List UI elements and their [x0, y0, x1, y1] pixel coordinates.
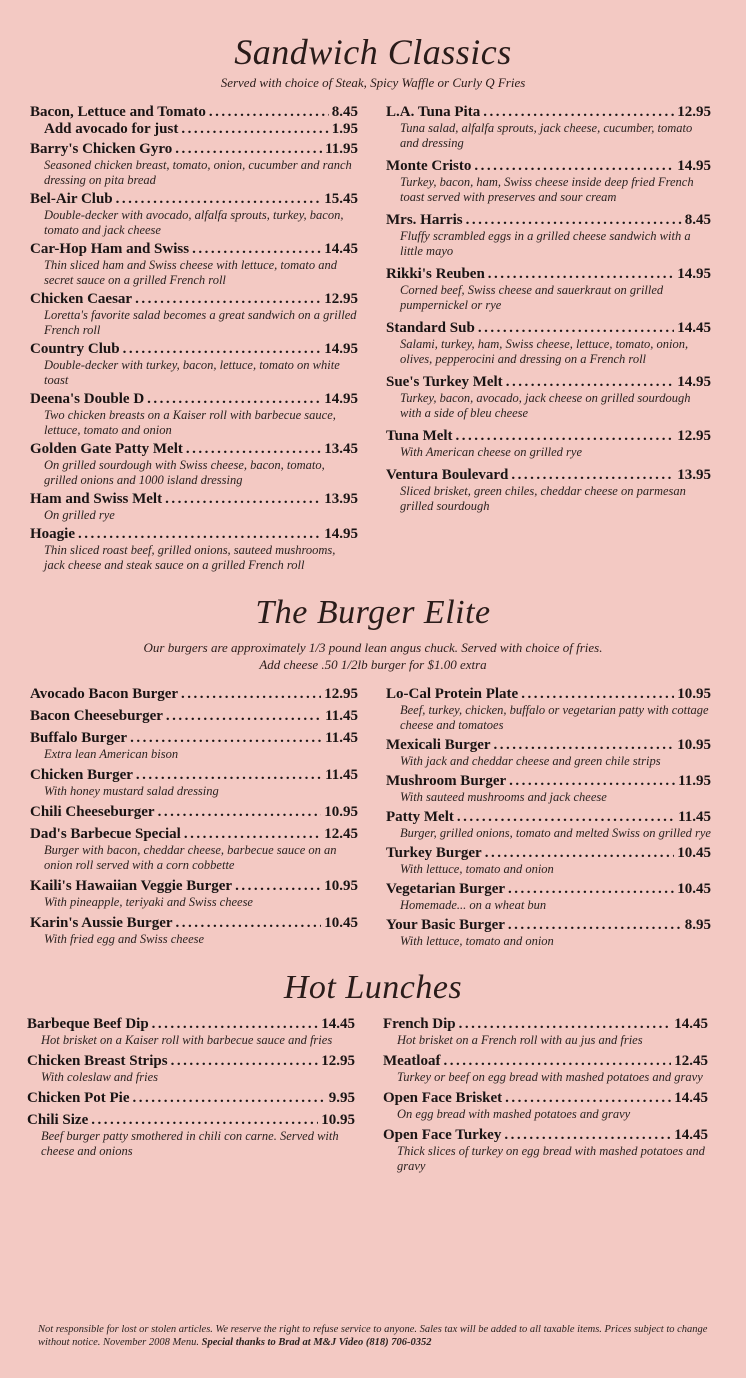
menu-item-row — [386, 686, 711, 703]
dot-leader — [511, 467, 674, 484]
dot-leader — [165, 491, 321, 508]
menu-item-row — [30, 291, 358, 308]
menu-item — [30, 767, 358, 799]
menu-item-description: Turkey or beef on egg bread with mashed potatoes and gravy — [397, 1070, 703, 1084]
menu-item-name: Bacon Cheeseburger — [30, 708, 163, 724]
menu-item-name: Buffalo Burger — [30, 730, 128, 746]
dot-leader — [181, 121, 328, 138]
dot-leader — [506, 374, 675, 391]
menu-item — [386, 773, 711, 805]
menu-item-price: 10.45 — [324, 915, 358, 931]
dot-leader — [488, 266, 674, 283]
menu-item-name: Deena's Double D — [30, 391, 145, 407]
menu-item-price: 11.95 — [325, 141, 358, 157]
dot-leader — [123, 341, 322, 358]
menu-item-price: 10.95 — [324, 804, 358, 820]
menu-item-price: 14.95 — [324, 526, 358, 542]
menu-item-price: 12.95 — [321, 1053, 355, 1069]
dot-leader — [235, 878, 321, 895]
menu-item-row — [30, 686, 358, 703]
menu-item-description: Turkey, bacon, avocado, jack cheese on grilled sourdough with a side of bleu cheese — [400, 391, 691, 420]
menu-item-price: 14.45 — [674, 1016, 708, 1032]
menu-item-row — [30, 767, 358, 784]
sandwich-section-title: Sandwich Classics — [234, 32, 512, 72]
menu-item-name: Chicken Burger — [30, 767, 133, 783]
menu-item — [386, 266, 711, 313]
menu-item-price: 11.45 — [325, 708, 358, 724]
menu-item — [27, 1112, 355, 1159]
menu-item — [386, 158, 711, 205]
menu-item-price: 9.95 — [328, 1090, 355, 1106]
dot-leader — [494, 737, 675, 754]
menu-item-price: 8.95 — [684, 917, 711, 933]
menu-item-description: With fried egg and Swiss cheese — [44, 932, 205, 946]
menu-item-row — [30, 878, 358, 895]
menu-item — [386, 917, 711, 949]
menu-item-price: 10.45 — [677, 881, 711, 897]
menu-item-row — [30, 241, 358, 258]
menu-item-row — [386, 737, 711, 754]
menu-item-price: 11.45 — [678, 809, 711, 825]
menu-item — [27, 1016, 355, 1048]
menu-item — [386, 809, 711, 841]
menu-item-description: Thick slices of turkey on egg bread with mashed potatoes and gravy — [397, 1144, 705, 1173]
menu-item-price: 10.95 — [677, 737, 711, 753]
burger-section-subtitle-line2: Add cheese .50 1/2lb burger for $1.00 extra — [259, 657, 487, 672]
menu-item-description: On grilled sourdough with Swiss cheese, bacon, tomato, grilled onions and 1000 island dressing — [44, 458, 325, 487]
menu-item-name: Rikki's Reuben — [386, 266, 485, 282]
menu-item — [30, 121, 358, 138]
dot-leader — [209, 104, 329, 121]
menu-item-name: Lo-Cal Protein Plate — [386, 686, 519, 702]
dot-leader — [456, 428, 675, 445]
menu-item-price: 8.45 — [331, 104, 358, 120]
dot-leader — [181, 686, 321, 703]
menu-item-row — [386, 809, 711, 826]
menu-item-name: Ham and Swiss Melt — [30, 491, 163, 507]
menu-item-price: 14.95 — [677, 266, 711, 282]
menu-item-description: Homemade... on a wheat bun — [400, 898, 547, 912]
menu-item-name: L.A. Tuna Pita — [386, 104, 481, 120]
menu-item-name: Mexicali Burger — [386, 737, 491, 753]
menu-item-row — [30, 730, 358, 747]
footer-notice — [38, 1323, 708, 1349]
menu-item-description: Loretta's favorite salad becomes a great sandwich on a grilled French roll — [44, 308, 357, 337]
menu-item-row — [30, 491, 358, 508]
menu-item — [30, 915, 358, 947]
menu-item-name: Chicken Breast Strips — [27, 1053, 168, 1069]
dot-leader — [485, 845, 675, 862]
menu-item-price: 11.45 — [325, 730, 358, 746]
dot-leader — [133, 1090, 326, 1107]
menu-item-row — [30, 804, 358, 821]
menu-item-description: Hot brisket on a Kaiser roll with barbecue sauce and fries — [41, 1033, 333, 1047]
dot-leader — [186, 441, 321, 458]
menu-item-name: Car-Hop Ham and Swiss — [30, 241, 190, 257]
menu-item — [386, 845, 711, 877]
menu-item — [30, 191, 358, 238]
menu-item-row — [386, 428, 711, 445]
menu-item-description: Salami, turkey, ham, Swiss cheese, lettuce, tomato, onion, olives, pepperocini and dressing on a French roll — [400, 337, 689, 366]
menu-item-name: Country Club — [30, 341, 120, 357]
menu-item-row — [30, 104, 358, 121]
menu-item-row — [27, 1016, 355, 1033]
dot-leader — [116, 191, 322, 208]
dot-leader — [135, 291, 321, 308]
menu-item-name: Barbeque Beef Dip — [27, 1016, 149, 1032]
sandwich-left-column — [30, 104, 358, 576]
menu-item-row — [30, 441, 358, 458]
dot-leader — [78, 526, 321, 543]
menu-item-description: With coleslaw and fries — [41, 1070, 159, 1084]
menu-item-name: Dad's Barbecue Special — [30, 826, 181, 842]
menu-item — [30, 441, 358, 488]
dot-leader — [152, 1016, 319, 1033]
menu-item-row — [386, 881, 711, 898]
menu-item-row — [383, 1090, 708, 1107]
menu-item — [383, 1127, 708, 1174]
dot-leader — [175, 141, 322, 158]
menu-item-row — [383, 1127, 708, 1144]
menu-item-description: With lettuce, tomato and onion — [400, 934, 554, 948]
menu-item-name: Golden Gate Patty Melt — [30, 441, 183, 457]
burger-section-title: The Burger Elite — [255, 594, 491, 631]
lunch-section-title: Hot Lunches — [283, 969, 463, 1006]
menu-item-name: Chicken Caesar — [30, 291, 133, 307]
menu-item — [27, 1090, 355, 1107]
menu-item — [30, 708, 358, 725]
menu-item-row — [30, 708, 358, 725]
menu-item-name: French Dip — [383, 1016, 456, 1032]
burger-left-column — [30, 686, 358, 952]
menu-item-price: 14.45 — [677, 320, 711, 336]
menu-item-price: 14.45 — [674, 1090, 708, 1106]
menu-item-row — [383, 1016, 708, 1033]
menu-item — [383, 1016, 708, 1048]
menu-item-name: Hoagie — [30, 526, 75, 542]
menu-item-row — [383, 1053, 708, 1070]
menu-item-row — [30, 526, 358, 543]
menu-item-description: Turkey, bacon, ham, Swiss cheese inside deep fried French toast served with preserves and sour cream — [400, 175, 694, 204]
menu-item — [386, 467, 711, 514]
menu-item — [386, 320, 711, 367]
dot-leader — [130, 730, 322, 747]
dot-leader — [504, 1127, 671, 1144]
menu-item — [383, 1053, 708, 1085]
dot-leader — [478, 320, 674, 337]
menu-item-row — [30, 191, 358, 208]
menu-item — [30, 826, 358, 873]
menu-item-row — [386, 467, 711, 484]
menu-item-price: 14.45 — [321, 1016, 355, 1032]
menu-item-price: 12.95 — [324, 686, 358, 702]
menu-item-name: Open Face Brisket — [383, 1090, 503, 1106]
dot-leader — [508, 917, 682, 934]
sandwich-section-subtitle: Served with choice of Steak, Spicy Waffle or Curly Q Fries — [220, 75, 526, 90]
menu-item-price: 1.95 — [331, 121, 358, 137]
menu-item-price: 14.95 — [677, 158, 711, 174]
menu-item-row — [30, 141, 358, 158]
menu-item-description: Burger, grilled onions, tomato and melted Swiss on grilled rye — [400, 826, 711, 840]
menu-item — [30, 291, 358, 338]
menu-item-description: Beef, turkey, chicken, buffalo or vegetarian patty with cottage cheese and tomatoes — [400, 703, 709, 732]
menu-item-name: Kaili's Hawaiian Veggie Burger — [30, 878, 233, 894]
menu-item — [383, 1090, 708, 1122]
menu-item-description: Thin sliced roast beef, grilled onions, sauteed mushrooms, jack cheese and steak sauce on a grilled French roll — [44, 543, 336, 572]
menu-item-description: With American cheese on grilled rye — [400, 445, 583, 459]
menu-item-row — [386, 845, 711, 862]
menu-item-price: 14.45 — [674, 1127, 708, 1143]
menu-item-row — [30, 915, 358, 932]
menu-item-description: With jack and cheddar cheese and green chile strips — [400, 754, 661, 768]
menu-item-description: Two chicken breasts on a Kaiser roll with barbecue sauce, lettuce, tomato and onion — [44, 408, 336, 437]
menu-item-description: Seasoned chicken breast, tomato, onion, cucumber and ranch dressing on pita bread — [44, 158, 352, 187]
menu-item-price: 8.45 — [684, 212, 711, 228]
menu-item-price: 12.45 — [324, 826, 358, 842]
menu-item — [386, 737, 711, 769]
menu-item-description: On egg bread with mashed potatoes and gravy — [397, 1107, 631, 1121]
menu-item-description: Sliced brisket, green chiles, cheddar cheese on parmesan grilled sourdough — [400, 484, 686, 513]
menu-item-row — [386, 917, 711, 934]
menu-item-row — [386, 266, 711, 283]
menu-item-row — [386, 104, 711, 121]
dot-leader — [483, 104, 674, 121]
menu-item-name: Sue's Turkey Melt — [386, 374, 503, 390]
menu-item-price: 15.45 — [324, 191, 358, 207]
menu-item — [30, 391, 358, 438]
footer-text: Not responsible for lost or stolen articles. We reserve the right to refuse service to anyone. Sales tax will be added to all taxable items. Prices subject to change without notice. November 2008 Menu. — [38, 1324, 708, 1348]
menu-item-description: Burger with bacon, cheddar cheese, barbecue sauce on an onion roll served with a corn cobbette — [44, 843, 337, 872]
menu-item — [30, 491, 358, 523]
menu-item — [30, 730, 358, 762]
menu-item-price: 12.45 — [674, 1053, 708, 1069]
menu-item-description: Fluffy scrambled eggs in a grilled cheese sandwich with a little mayo — [400, 229, 691, 258]
menu-item-price: 13.95 — [324, 491, 358, 507]
menu-item-name: Karin's Aussie Burger — [30, 915, 173, 931]
dot-leader — [184, 826, 321, 843]
menu-item-price: 11.95 — [678, 773, 711, 789]
menu-item-price: 12.95 — [324, 291, 358, 307]
menu-item — [30, 141, 358, 188]
menu-item-row — [30, 341, 358, 358]
menu-item-price: 14.95 — [677, 374, 711, 390]
menu-item — [386, 881, 711, 913]
menu-item-description: With sauteed mushrooms and jack cheese — [400, 790, 607, 804]
menu-item — [30, 526, 358, 573]
menu-item-name: Meatloaf — [383, 1053, 441, 1069]
menu-item-row — [27, 1053, 355, 1070]
menu-item-row — [386, 212, 711, 229]
dot-leader — [158, 804, 322, 821]
menu-item-row — [386, 374, 711, 391]
menu-item — [30, 104, 358, 121]
dot-leader — [166, 708, 322, 725]
menu-item-description: With pineapple, teriyaki and Swiss cheese — [44, 895, 253, 909]
menu-item-name: Chicken Pot Pie — [27, 1090, 130, 1106]
menu-item-name: Turkey Burger — [386, 845, 482, 861]
menu-item-name: Monte Cristo — [386, 158, 472, 174]
menu-item-row — [30, 391, 358, 408]
menu-item-name: Mushroom Burger — [386, 773, 507, 789]
menu-item-row — [27, 1112, 355, 1129]
dot-leader — [192, 241, 321, 258]
menu-item-price: 14.95 — [324, 341, 358, 357]
burger-section-subtitle-line1: Our burgers are approximately 1/3 pound lean angus chuck. Served with choice of fries. — [143, 640, 603, 655]
menu-item-name: Vegetarian Burger — [386, 881, 506, 897]
menu-item-name: Bel-Air Club — [30, 191, 113, 207]
menu-item-description: Tuna salad, alfalfa sprouts, jack cheese, cucumber, tomato and dressing — [400, 121, 693, 150]
menu-item-name: Chili Cheeseburger — [30, 804, 155, 820]
menu-item-name: Your Basic Burger — [386, 917, 505, 933]
menu-item — [386, 104, 711, 151]
dot-leader — [474, 158, 674, 175]
menu-item-name: Barry's Chicken Gyro — [30, 141, 173, 157]
menu-item-price: 13.95 — [677, 467, 711, 483]
menu-item-description: Double-decker with turkey, bacon, lettuce, tomato on white toast — [44, 358, 340, 387]
menu-item — [386, 374, 711, 421]
menu-item-description: Thin sliced ham and Swiss cheese with lettuce, tomato and secret sauce on a grilled French roll — [44, 258, 338, 287]
menu-item — [30, 686, 358, 703]
menu-item-price: 10.95 — [321, 1112, 355, 1128]
menu-item-price: 10.95 — [677, 686, 711, 702]
menu-item-name: Bacon, Lettuce and Tomato — [30, 104, 206, 120]
dot-leader — [509, 773, 675, 790]
menu-item-price: 10.95 — [324, 878, 358, 894]
dot-leader — [505, 1090, 671, 1107]
dot-leader — [459, 1016, 672, 1033]
lunch-left-column — [27, 1016, 355, 1164]
menu-item-row — [386, 158, 711, 175]
menu-item — [386, 212, 711, 259]
menu-item-price: 13.45 — [324, 441, 358, 457]
footer-thanks: Special thanks to Brad at M&J Video (818) 706-0352 — [201, 1337, 432, 1348]
menu-item-row — [386, 320, 711, 337]
dot-leader — [457, 809, 675, 826]
menu-item-price: 11.45 — [325, 767, 358, 783]
dot-leader — [136, 767, 322, 784]
dot-leader — [176, 915, 322, 932]
menu-item-description: On grilled rye — [44, 508, 115, 522]
menu-item-description: Extra lean American bison — [44, 747, 179, 761]
menu-item-name: Open Face Turkey — [383, 1127, 502, 1143]
menu-item-name: Standard Sub — [386, 320, 475, 336]
dot-leader — [147, 391, 321, 408]
menu-item — [30, 878, 358, 910]
menu-item-price: 12.95 — [677, 428, 711, 444]
menu-item-price: 14.45 — [324, 241, 358, 257]
menu-item — [27, 1053, 355, 1085]
dot-leader — [443, 1053, 671, 1070]
menu-item-row — [30, 121, 358, 138]
menu-item-name: Add avocado for just — [44, 121, 179, 137]
menu-item-name: Chili Size — [27, 1112, 89, 1128]
dot-leader — [521, 686, 674, 703]
menu-item — [386, 686, 711, 733]
menu-item-price: 12.95 — [677, 104, 711, 120]
dot-leader — [466, 212, 682, 229]
menu-item-name: Avocado Bacon Burger — [30, 686, 179, 702]
menu-item-name: Patty Melt — [386, 809, 454, 825]
menu-item-name: Tuna Melt — [386, 428, 453, 444]
burger-right-column — [386, 686, 711, 953]
menu-item-description: Corned beef, Swiss cheese and sauerkraut on grilled pumpernickel or rye — [400, 283, 664, 312]
menu-item-description: Beef burger patty smothered in chili con carne. Served with cheese and onions — [41, 1129, 339, 1158]
menu-item-description: Double-decker with avocado, alfalfa sprouts, turkey, bacon, tomato and jack cheese — [44, 208, 344, 237]
menu-item — [30, 241, 358, 288]
sandwich-right-column — [386, 104, 711, 521]
menu-item-price: 14.95 — [324, 391, 358, 407]
dot-leader — [171, 1053, 319, 1070]
menu-item-name: Mrs. Harris — [386, 212, 463, 228]
dot-leader — [91, 1112, 318, 1129]
lunch-right-column — [383, 1016, 708, 1179]
menu-item — [30, 804, 358, 821]
menu-item-row — [27, 1090, 355, 1107]
menu-item-description: With honey mustard salad dressing — [44, 784, 219, 798]
menu-item-row — [30, 826, 358, 843]
menu-item-description: Hot brisket on a French roll with au jus and fries — [397, 1033, 643, 1047]
menu-item-name: Ventura Boulevard — [386, 467, 509, 483]
menu-item-description: With lettuce, tomato and onion — [400, 862, 554, 876]
menu-item-row — [386, 773, 711, 790]
menu-item — [30, 341, 358, 388]
menu-item-price: 10.45 — [677, 845, 711, 861]
dot-leader — [508, 881, 674, 898]
menu-item — [386, 428, 711, 460]
